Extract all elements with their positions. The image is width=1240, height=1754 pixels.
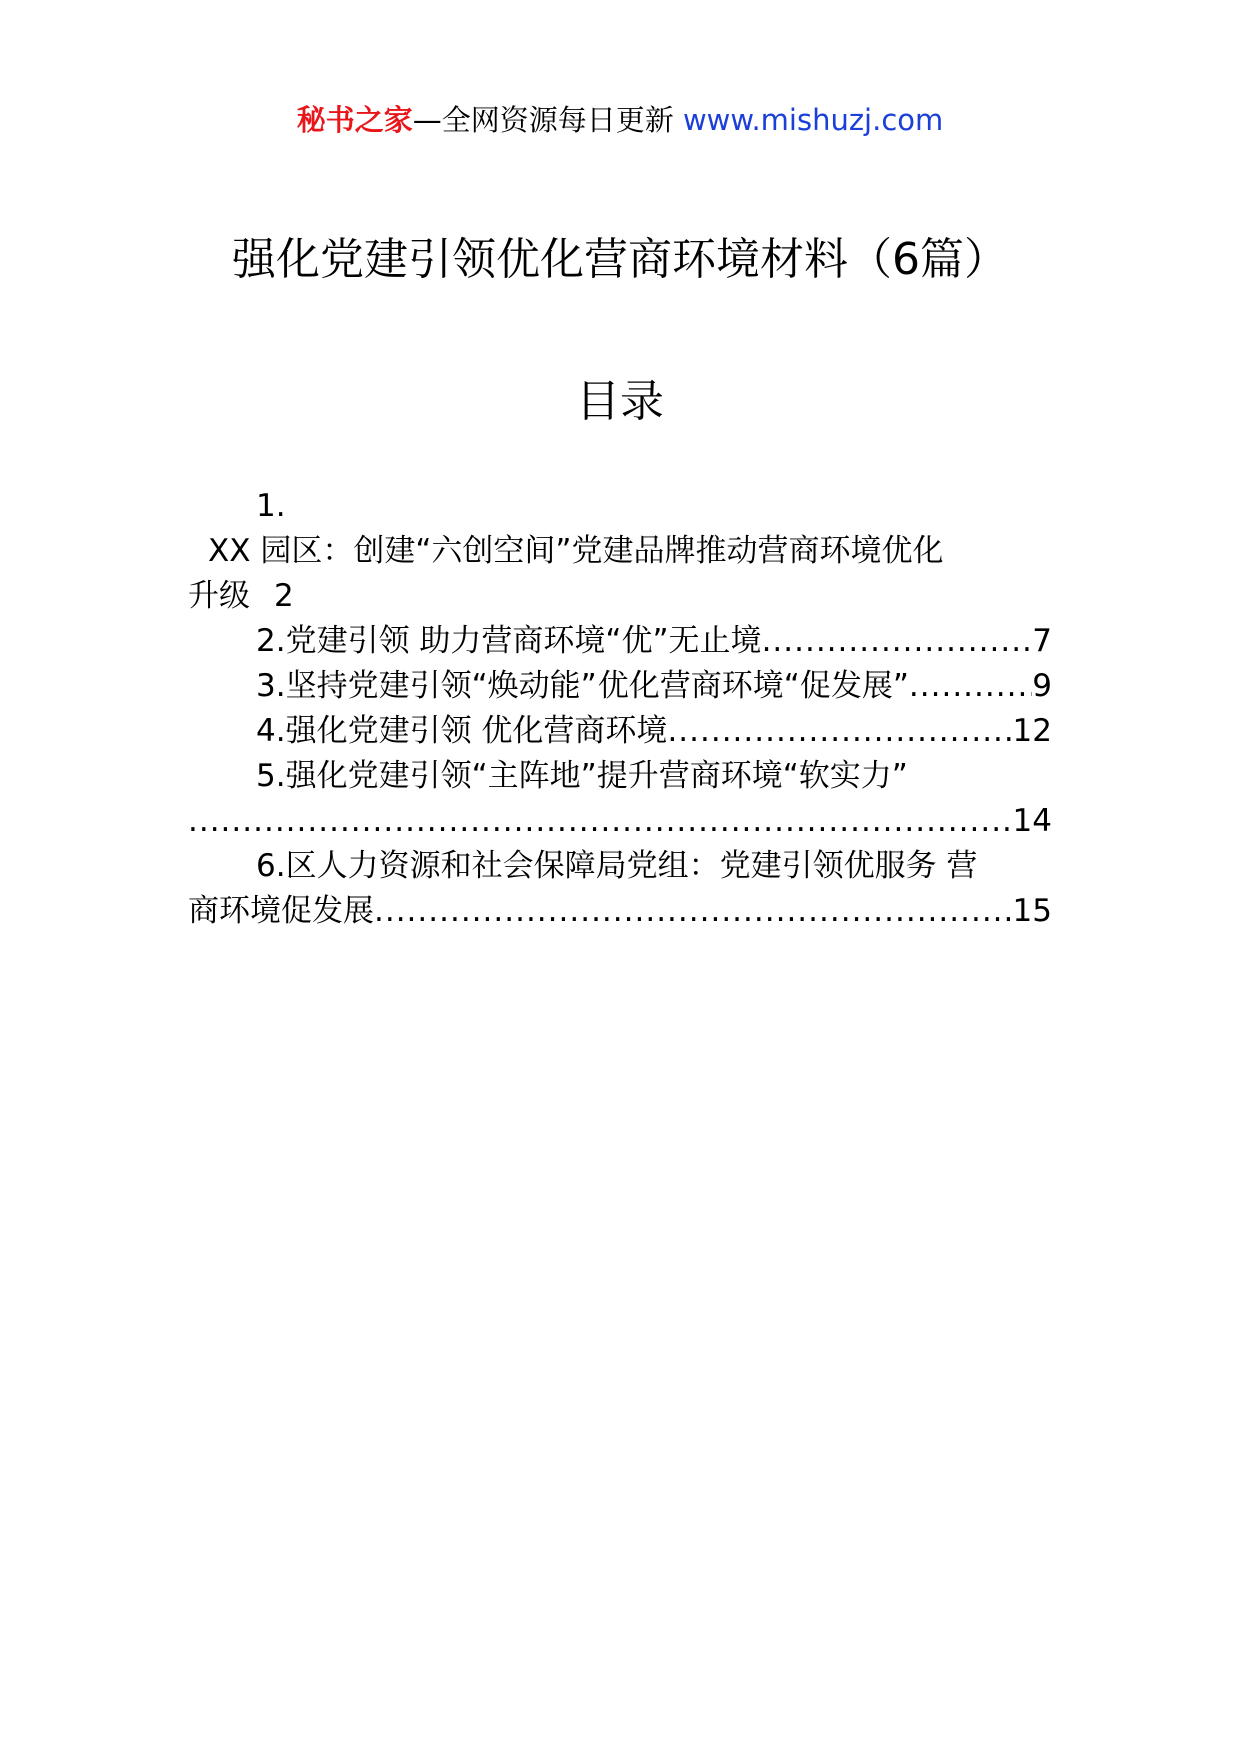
toc-entry-number: 5. — [256, 758, 286, 794]
document-title: 强化党建引领优化营商环境材料（6篇） — [232, 234, 1008, 285]
toc-entry-title-part: 优化营商环境“促发展” — [597, 668, 909, 704]
toc-entry-number: 3. — [256, 668, 286, 704]
toc-entry-title: 强化党建引领“主阵地”提升营商环境“软实力” — [285, 758, 908, 794]
toc-entry-title: 坚持党建引领“焕动能” — [285, 668, 597, 704]
toc-entry-1-text-line[interactable] — [188, 529, 1052, 574]
toc-page-number: 12 — [1012, 713, 1052, 749]
toc-entry-5[interactable] — [188, 754, 1052, 799]
toc-dot-leader — [667, 709, 1012, 754]
toc-page-number: 14 — [1012, 803, 1052, 839]
toc-dot-leader — [188, 799, 1013, 844]
toc-entry-number: 1. — [256, 488, 286, 524]
toc-entry-3[interactable] — [188, 664, 1052, 709]
toc-page-number: 9 — [1032, 668, 1052, 704]
toc-dot-leader — [762, 619, 1033, 664]
toc-entry-4[interactable] — [188, 709, 1052, 754]
toc-entry-title-continuation: 升级 — [188, 578, 250, 614]
site-header — [0, 100, 1240, 140]
toc-entry-1-number-line[interactable] — [188, 484, 1052, 529]
table-of-contents — [188, 484, 1052, 934]
site-slogan: —全网资源每日更新 — [412, 103, 674, 137]
toc-dot-leader — [909, 664, 1032, 709]
toc-entry-5-leader-line[interactable] — [188, 799, 1052, 844]
toc-page-number: 15 — [1012, 893, 1052, 929]
toc-entry-6-continuation[interactable] — [188, 889, 1052, 934]
toc-entry-title: 区人力资源和社会保障局党组：党建引领优服务 营 — [285, 848, 978, 884]
toc-entry-title: 强化党建引领 优化营商环境 — [285, 713, 668, 749]
toc-entry-6[interactable] — [188, 844, 1052, 889]
toc-entry-number: 4. — [256, 713, 286, 749]
toc-entry-title: 党建引领 助力营商环境“优”无止境 — [285, 623, 762, 659]
brand-name: 秘书之家 — [296, 103, 413, 137]
toc-heading: 目录 — [576, 376, 664, 427]
toc-page-number: 2 — [274, 578, 294, 614]
toc-entry-title-continuation: 商环境促发展 — [188, 893, 374, 929]
toc-entry-number: 2. — [256, 623, 286, 659]
toc-entry-2[interactable] — [188, 619, 1052, 664]
toc-entry-number: 6. — [256, 848, 286, 884]
toc-entry-1-continuation[interactable] — [188, 574, 1052, 619]
site-url-link[interactable]: www.mishuzj.com — [682, 103, 944, 137]
toc-dot-leader — [374, 889, 1013, 934]
toc-page-number: 7 — [1032, 623, 1052, 659]
toc-entry-title: XX 园区：创建“六创空间”党建品牌推动营商环境优化 — [208, 533, 944, 569]
